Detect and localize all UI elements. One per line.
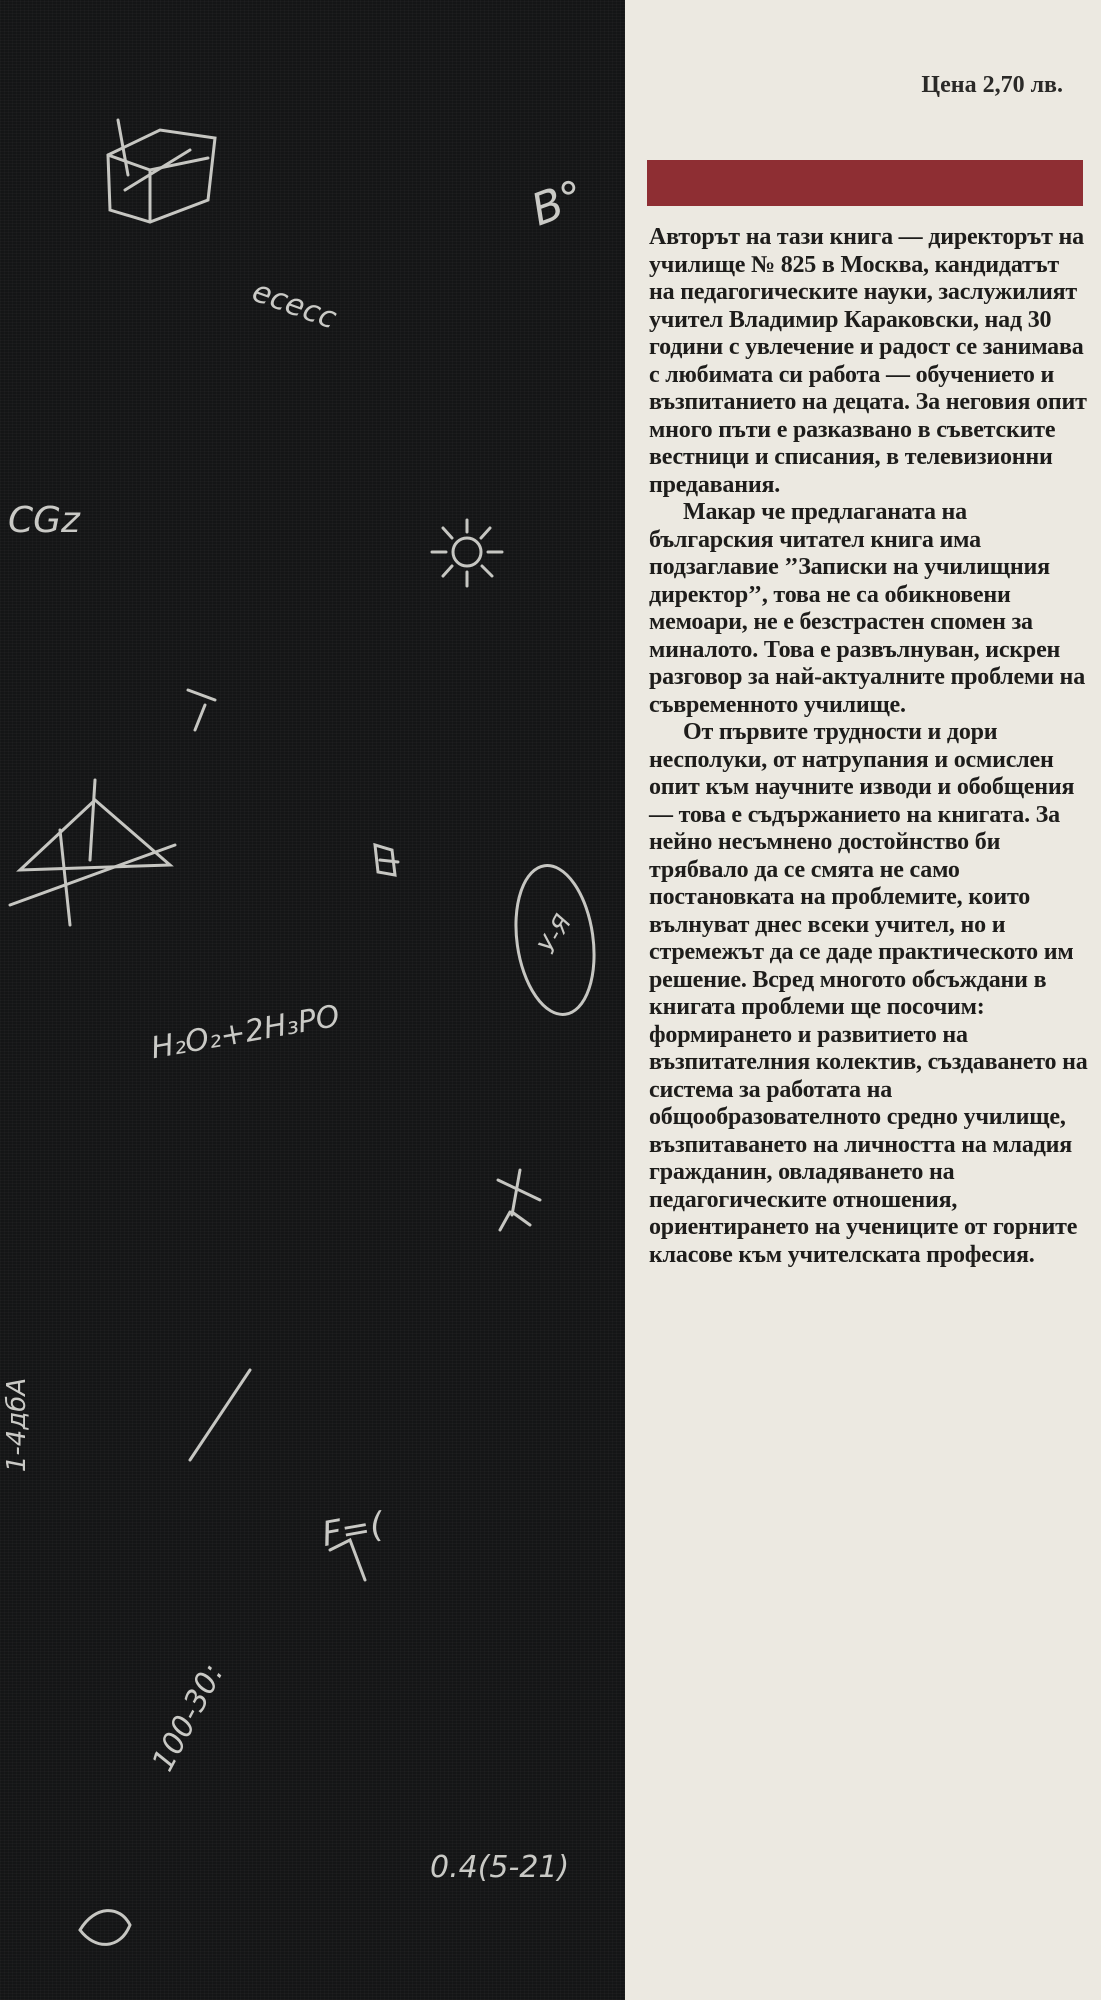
chalk-text: 100-30: bbox=[145, 1657, 231, 1778]
chalk-text: F=( bbox=[318, 1504, 387, 1556]
chalk-lambda bbox=[188, 690, 215, 730]
chalk-text: 1-4дбА bbox=[2, 1377, 33, 1473]
chalk-cube-drawing bbox=[108, 120, 215, 222]
chalk-text: ɔɔǝɔǝ bbox=[246, 276, 340, 339]
chalk-sun-drawing bbox=[432, 520, 502, 586]
blurb-paragraph: Авторът на тази книга — директорът на училище № 825 в Москва, кандидатът на педагогическите науки, заслужилият учител Владимир Караковски, над 30 години с увлечение и радост се занимава с любимата си работа — обучението и възпитанието на децата. За неговия опит много пъти е разказвано в съветските вестници и списания, в телевизионни предавания. bbox=[649, 224, 1087, 498]
price-label: Цена 2,70 лв. bbox=[921, 72, 1063, 98]
chalk-mark bbox=[375, 845, 398, 875]
chalk-text: H₂O₂+2H₃PO bbox=[148, 998, 343, 1067]
blurb-panel bbox=[625, 0, 1101, 2000]
chalk-text: CGz bbox=[8, 500, 80, 541]
chalk-text: 0.4(5-21) bbox=[430, 1850, 570, 1885]
chalk-figure-drawing bbox=[498, 1170, 540, 1230]
chalk-line bbox=[190, 1370, 250, 1460]
chalk-triangle-drawing bbox=[10, 780, 175, 925]
blurb-paragraph: Макар че предлаганата на българския читател книга има подзаглавие ’’Записки на училищния директор’’, това не са обикновени мемоари, не е безстрастен спомен за миналото. Това е развълнуван, искрен разговор за най-актуалните проблеми на съвременното училище. bbox=[649, 499, 1085, 718]
blurb-paragraph: От първите трудности и дори несполуки, от натрупания и осмислен опит към научните изводи и обобщения — това е съдържанието на книгата. За нейно несъмнено достойнство би трябвало да се смята не само постановката на проблемите, които вълнуват днес всеки учител, но и стремежът да се даде практическото им решение. Всред многото обсъждани в книгата проблеми ще посочим: формирането и развитието на възпитателния колектив, създаването на система за работата на общообразователното средно училище, възпитаването на личността на младия гражданин, овладяването на педагогическите отношения, ориентирането на учениците от горните класове към учителската професия. bbox=[649, 719, 1088, 1268]
chalk-shape bbox=[80, 1911, 130, 1945]
chalk-text: У-Я bbox=[532, 909, 578, 959]
chalk-text: B° bbox=[524, 170, 592, 237]
book-blurb bbox=[649, 224, 1089, 1269]
accent-bar bbox=[647, 160, 1083, 206]
